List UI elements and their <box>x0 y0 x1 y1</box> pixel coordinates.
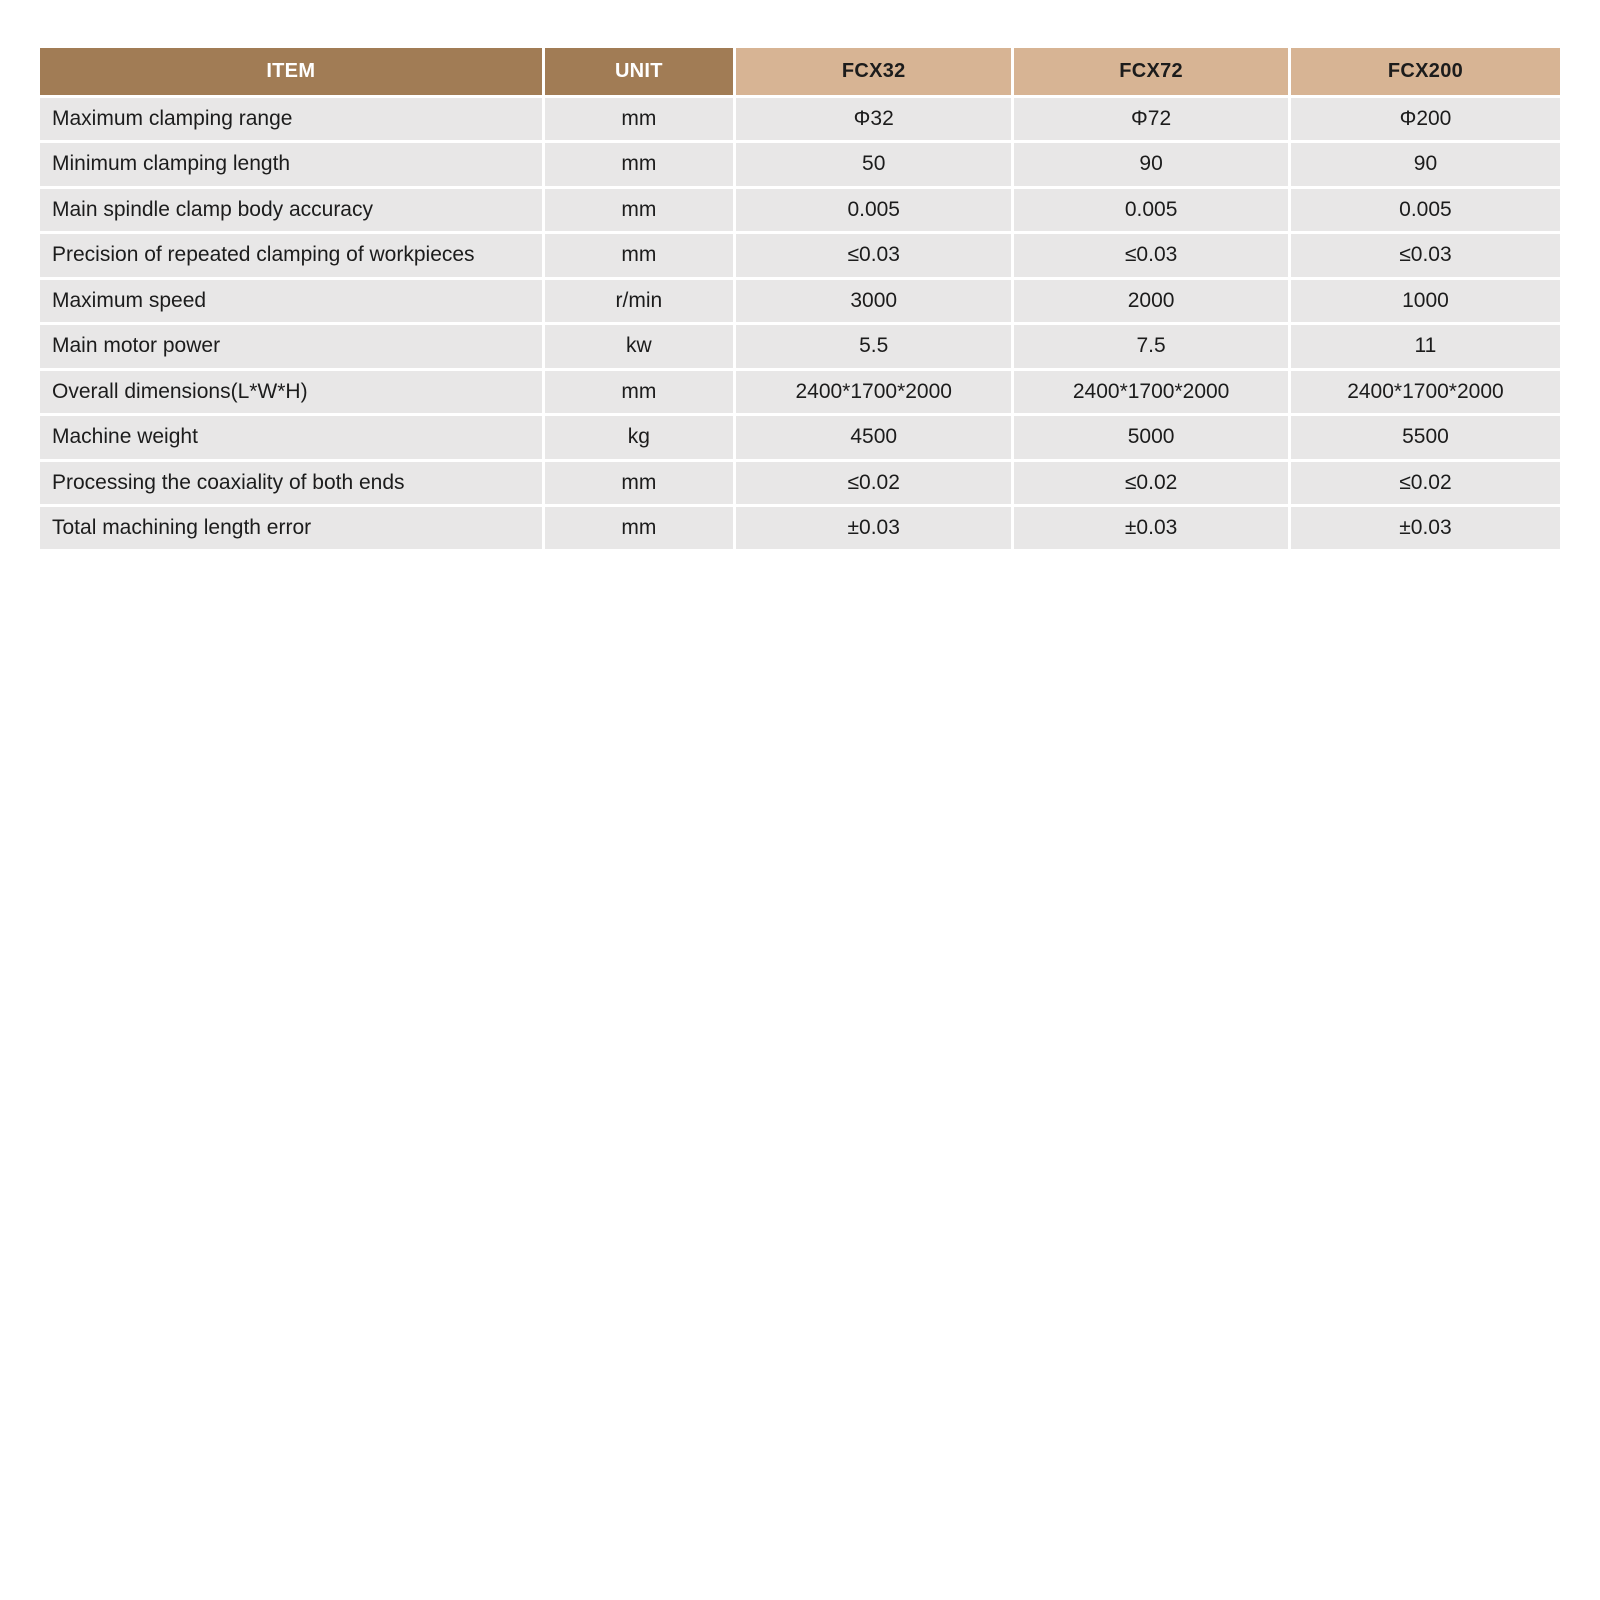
value-cell-fcx72: 0.005 <box>1014 189 1291 234</box>
spec-table-header <box>40 48 1560 98</box>
item-label-cell: Minimum clamping length <box>40 143 545 188</box>
value-cell-fcx72: 5000 <box>1014 416 1291 461</box>
column-header-fcx72: FCX72 <box>1014 48 1291 98</box>
machine-spec-table <box>40 48 1560 552</box>
table-row <box>40 143 1560 188</box>
value-cell-fcx72: 7.5 <box>1014 325 1291 370</box>
column-header-fcx200: FCX200 <box>1291 48 1560 98</box>
value-cell-fcx72: 2000 <box>1014 280 1291 325</box>
value-cell-fcx72: 2400*1700*2000 <box>1014 371 1291 416</box>
table-row <box>40 371 1560 416</box>
value-cell-fcx72: ≤0.03 <box>1014 234 1291 279</box>
column-header-unit: UNIT <box>545 48 737 98</box>
value-cell-fcx32: 50 <box>736 143 1014 188</box>
column-header-item: ITEM <box>40 48 545 98</box>
value-cell-fcx32: 2400*1700*2000 <box>736 371 1014 416</box>
table-row <box>40 462 1560 507</box>
value-cell-fcx32: 4500 <box>736 416 1014 461</box>
unit-cell: r/min <box>545 280 737 325</box>
value-cell-fcx32: ±0.03 <box>736 507 1014 552</box>
unit-cell: mm <box>545 371 737 416</box>
value-cell-fcx72: ±0.03 <box>1014 507 1291 552</box>
table-row <box>40 325 1560 370</box>
value-cell-fcx200: Φ200 <box>1291 98 1560 143</box>
value-cell-fcx32: 5.5 <box>736 325 1014 370</box>
value-cell-fcx200: ≤0.03 <box>1291 234 1560 279</box>
table-row <box>40 416 1560 461</box>
table-row <box>40 507 1560 552</box>
value-cell-fcx200: 1000 <box>1291 280 1560 325</box>
spec-table-container <box>40 48 1560 552</box>
unit-cell: mm <box>545 98 737 143</box>
unit-cell: kw <box>545 325 737 370</box>
value-cell-fcx72: Φ72 <box>1014 98 1291 143</box>
column-header-fcx32: FCX32 <box>736 48 1014 98</box>
value-cell-fcx200: 5500 <box>1291 416 1560 461</box>
table-row <box>40 280 1560 325</box>
unit-cell: mm <box>545 143 737 188</box>
item-label-cell: Maximum clamping range <box>40 98 545 143</box>
value-cell-fcx72: 90 <box>1014 143 1291 188</box>
value-cell-fcx200: 2400*1700*2000 <box>1291 371 1560 416</box>
value-cell-fcx32: ≤0.02 <box>736 462 1014 507</box>
value-cell-fcx200: ±0.03 <box>1291 507 1560 552</box>
unit-cell: mm <box>545 234 737 279</box>
value-cell-fcx32: Φ32 <box>736 98 1014 143</box>
value-cell-fcx200: 11 <box>1291 325 1560 370</box>
item-label-cell: Main motor power <box>40 325 545 370</box>
item-label-cell: Total machining length error <box>40 507 545 552</box>
value-cell-fcx200: 90 <box>1291 143 1560 188</box>
value-cell-fcx32: 0.005 <box>736 189 1014 234</box>
table-row <box>40 189 1560 234</box>
unit-cell: mm <box>545 507 737 552</box>
unit-cell: mm <box>545 462 737 507</box>
item-label-cell: Maximum speed <box>40 280 545 325</box>
item-label-cell: Main spindle clamp body accuracy <box>40 189 545 234</box>
item-label-cell: Machine weight <box>40 416 545 461</box>
item-label-cell: Precision of repeated clamping of workpieces <box>40 234 545 279</box>
spec-table-body <box>40 98 1560 552</box>
value-cell-fcx32: ≤0.03 <box>736 234 1014 279</box>
table-row <box>40 234 1560 279</box>
unit-cell: kg <box>545 416 737 461</box>
value-cell-fcx200: 0.005 <box>1291 189 1560 234</box>
table-row <box>40 98 1560 143</box>
item-label-cell: Overall dimensions(L*W*H) <box>40 371 545 416</box>
item-label-cell: Processing the coaxiality of both ends <box>40 462 545 507</box>
value-cell-fcx72: ≤0.02 <box>1014 462 1291 507</box>
unit-cell: mm <box>545 189 737 234</box>
value-cell-fcx200: ≤0.02 <box>1291 462 1560 507</box>
value-cell-fcx32: 3000 <box>736 280 1014 325</box>
header-row <box>40 48 1560 98</box>
